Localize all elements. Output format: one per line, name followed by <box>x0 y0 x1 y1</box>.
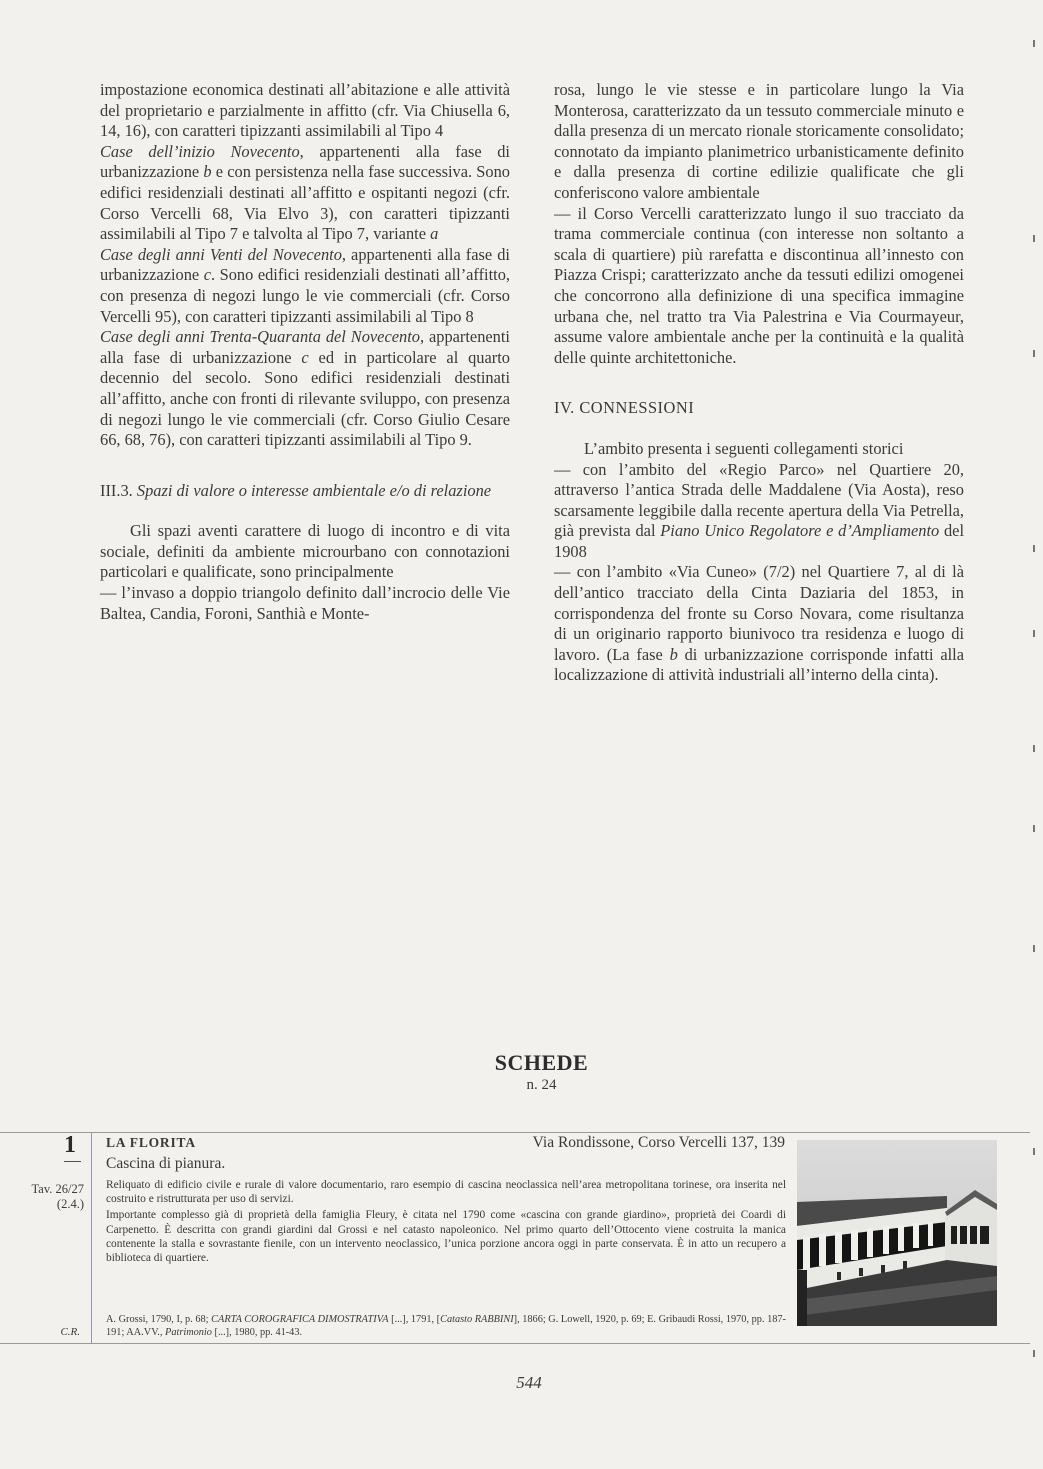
edge-mark <box>1033 945 1035 952</box>
card-author-initials: C.R. <box>60 1326 80 1338</box>
paragraph: — il Corso Vercelli caratterizzato lungo il suo tracciato da trama commerciale continua (con interesse non soltanto a scala di quartiere) più rarefatta e discontinua all’innesto con Piazza Crispi; caratterizzato anche da tessuti edilizi omogenei che concorrono alla definizione di una specifica immagine urbana che, nel tratto tra Via Palestrina e Via Courmayeur, assume valore ambientale anche per la continuità e la qualità delle quinte architettoniche. <box>554 203 964 367</box>
edge-mark <box>1033 40 1035 47</box>
schede-count: n. 24 <box>526 1077 557 1093</box>
card-description: Reliquato di edificio civile e rurale di valore documentario, raro esempio di cascina neoclassica nell’area metropolitana torinese, ora inserita nel costruito e ristrutturata per uso di servizi. Importante complesso già di proprietà della famiglia Fleury, è citata nel 1790 come «cascina con grande giardino», proprietà dei Coardi di Carpenetto. È descritta con grandi giardini dal Grossi e nel catasto napoleonico. Nel primo quarto dell’Ottocento viene costruita la manica contenente la stalla e sovrastante fienile, con un intervento neoclassico, l’unica porzione ancora oggi in parte conservata. È in atto un recupero a biblioteca di quartiere. <box>106 1179 786 1265</box>
card-type: Cascina di pianura. <box>106 1155 226 1172</box>
schede-title: SCHEDE <box>494 1050 589 1075</box>
edge-mark <box>1033 825 1035 832</box>
paragraph: — con l’ambito «Via Cuneo» (7/2) nel Quartiere 7, al di là dell’antico tracciato della Cinta Daziaria del 1853, in corrispondenza del fronte su Corso Novara, come risultanza di un originario rapporto biunivoco tra residenza e luogo di lavoro. (La fase b di urbanizzazione corrisponde infatti alla localizzazione di attività industriali all’interno della cinta). <box>554 562 965 685</box>
edge-mark <box>1033 350 1035 357</box>
card-plate-reference: Tav. 26/27 (2.4.) <box>31 1182 84 1211</box>
paragraph: impostazione economica destinati all’abitazione e alle attività del proprietario e parzialmente in affitto (cfr. Via Chiusella 6, 14, 16), con caratteri tipizzanti assimilabili al Tipo 4 <box>100 80 510 141</box>
edge-mark <box>1033 1148 1035 1155</box>
edge-mark <box>1033 630 1035 637</box>
building-photo <box>797 1140 997 1326</box>
paragraph: Gli spazi aventi carattere di luogo di incontro e di vita sociale, definiti da ambiente microurbano con connotazioni particolari e qualificate, sono principalmente <box>100 521 510 582</box>
paragraph: — con l’ambito del «Regio Parco» nel Quartiere 20, attraverso l’antica Strada delle Maddalene (Via Aosta), reso scarsamente leggibile dalla recente apertura della Via Petrella, già prevista dal Piano Unico Regolatore e d’Ampliamento del 1908 <box>554 459 965 561</box>
card-top-rule <box>0 1132 1030 1133</box>
card-name: LA FLORITA <box>106 1135 196 1150</box>
paragraph: — l’invaso a doppio triangolo definito dall’incrocio delle Vie Baltea, Candia, Foroni, Santhià e Monte- <box>100 583 510 623</box>
paragraph: rosa, lungo le vie stesse e in particolare lungo la Via Monterosa, caratterizzato da un tessuto commerciale minuto e dalla presenza di un mercato rionale storicamente consolidato; connotato da impianto planimetrico urbanisticamente definito e dalla presenza di cortine edilizie qualificate che gli conferiscono valore ambientale <box>554 80 964 202</box>
card-divider <box>91 1132 92 1343</box>
edge-mark <box>1033 235 1035 242</box>
edge-mark <box>1033 545 1035 552</box>
card-number-underline <box>64 1161 81 1162</box>
card-number: 1 <box>64 1132 76 1158</box>
page-number: 544 <box>516 1373 542 1392</box>
text-column-right <box>554 80 964 686</box>
text-column-left <box>100 80 510 624</box>
section-heading: IV. CONNESSIONI <box>554 398 695 418</box>
card-references: A. Grossi, 1790, I, p. 68; CARTA COROGRAFICA DIMOSTRATIVA [...], 1791, [Catasto RABBINI], 1866; G. Lowell, 1920, p. 69; E. Gribaudi Rossi, 1970, pp. 187-191; AA.VV., Patrimonio [...], 1980, pp. 41-43. <box>106 1314 786 1338</box>
paragraph: Case dell’inizio Novecento, appartenenti alla fase di urbanizzazione b e con persistenza nella fase successiva. Sono edifici residenziali destinati all’affitto e ospitanti negozi (cfr. Corso Vercelli 68, Via Elvo 3), con caratteri tipizzanti assimilabili al Tipo 7 e talvolta al Tipo 7, variante a <box>100 141 510 244</box>
edge-mark <box>1033 1350 1035 1357</box>
edge-mark <box>1033 745 1035 752</box>
section-heading: III.3. Spazi di valore o interesse ambientale e/o di relazione <box>100 480 492 500</box>
card-bottom-rule <box>0 1343 1030 1344</box>
paragraph: Case degli anni Venti del Novecento, appartenenti alla fase di urbanizzazione c. Sono edifici residenziali destinati all’affitto, con presenza di negozi lungo le vie commerciali (cfr. Corso Vercelli 95), con caratteri tipizzanti assimilabili al Tipo 8 <box>100 244 511 326</box>
paragraph: Case degli anni Trenta-Quaranta del Novecento, appartenenti alla fase di urbanizzazione c ed in particolare al quarto decennio del secolo. Sono edifici residenziali destinati all’affitto, anche con fronti di rilevante sviluppo, con presenza di negozi lungo le vie commerciali (cfr. Corso Giulio Cesare 66, 68, 76), con caratteri tipizzanti assimilabili al Tipo 9. <box>100 327 510 450</box>
paragraph: L’ambito presenta i seguenti collegamenti storici <box>584 438 904 458</box>
card-address: Via Rondissone, Corso Vercelli 137, 139 <box>532 1134 785 1151</box>
